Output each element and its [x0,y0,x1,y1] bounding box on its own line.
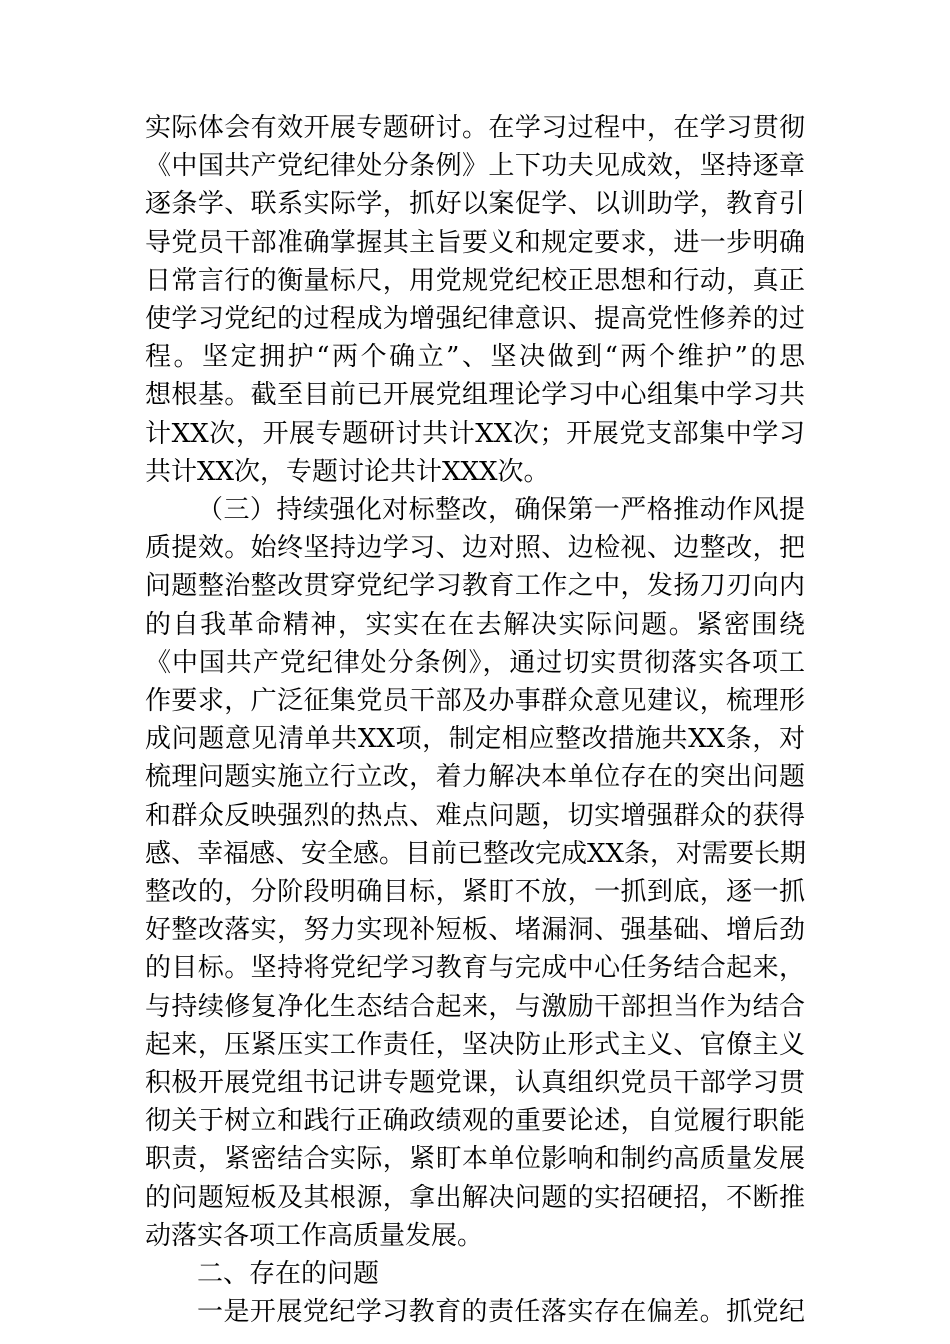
text-line: 《中国共产党纪律处分条例》，通过切实贯彻落实各项工 [145,648,805,678]
text-line: 作要求，广泛征集党员干部及办事群众意见建议，梳理形 [145,686,805,716]
text-line: 梳理问题实施立行立改，着力解决本单位存在的突出问题 [145,762,805,792]
text-line: 和群众反映强烈的热点、难点问题，切实增强群众的获得 [145,801,805,831]
text-line: 逐条学、联系实际学，抓好以案促学、以训助学，教育引 [145,189,805,219]
text-line: 的目标。坚持将党纪学习教育与完成中心任务结合起来， [145,953,805,983]
text-line: 日常言行的衡量标尺，用党规党纪校正思想和行动，真正 [145,266,805,296]
text-line: 的自我革命精神，实实在在去解决实际问题。紧密围绕 [145,610,805,640]
text-line: 共计XX次，专题讨论共计XXX次。 [145,457,550,487]
text-line: 程。坚定拥护“两个确立”、坚决做到“两个维护”的思 [145,342,805,372]
text-line: 好整改落实，努力实现补短板、堵漏洞、强基础、增后劲 [145,915,805,945]
text-line: 计XX次，开展专题研讨共计XX次；开展党支部集中学习 [145,419,805,449]
text-line: 职责，紧密结合实际，紧盯本单位影响和制约高质量发展 [145,1144,805,1174]
section-heading: 二、存在的问题 [197,1259,380,1289]
text-line: 起来，压紧压实工作责任，坚决防止形式主义、官僚主义 [145,1030,805,1060]
text-line: 彻关于树立和践行正确政绩观的重要论述，自觉履行职能 [145,1106,805,1136]
text-line: 与持续修复净化生态结合起来，与激励干部担当作为结合 [145,992,805,1022]
text-line: 动落实各项工作高质量发展。 [145,1221,484,1251]
text-line: 导党员干部准确掌握其主旨要义和规定要求，进一步明确 [145,228,805,258]
text-line: 一是开展党纪学习教育的责任落实存在偏差。抓党纪 [197,1297,805,1327]
text-line: 的问题短板及其根源，拿出解决问题的实招硬招，不断推 [145,1183,805,1213]
text-line: 整改的，分阶段明确目标，紧盯不放，一抓到底，逐一抓 [145,877,805,907]
text-line: 实际体会有效开展专题研讨。在学习过程中，在学习贯彻 [145,113,805,143]
text-line: 使学习党纪的过程成为增强纪律意识、提高党性修养的过 [145,304,805,334]
text-line: 成问题意见清单共XX项，制定相应整改措施共XX条，对 [145,724,805,754]
text-line: 问题整治整改贯穿党纪学习教育工作之中，发扬刀刃向内 [145,571,805,601]
text-line: 想根基。截至目前已开展党组理论学习中心组集中学习共 [145,380,805,410]
text-line: 积极开展党组书记讲专题党课，认真组织党员干部学习贯 [145,1068,805,1098]
text-line: 质提效。始终坚持边学习、边对照、边检视、边整改，把 [145,533,805,563]
section-three-first-line: （三）持续强化对标整改，确保第一严格推动作风提 [197,495,805,525]
text-line: 感、幸福感、安全感。目前已整改完成XX条，对需要长期 [145,839,807,869]
text-line: 《中国共产党纪律处分条例》上下功夫见成效，坚持逐章 [145,151,805,181]
